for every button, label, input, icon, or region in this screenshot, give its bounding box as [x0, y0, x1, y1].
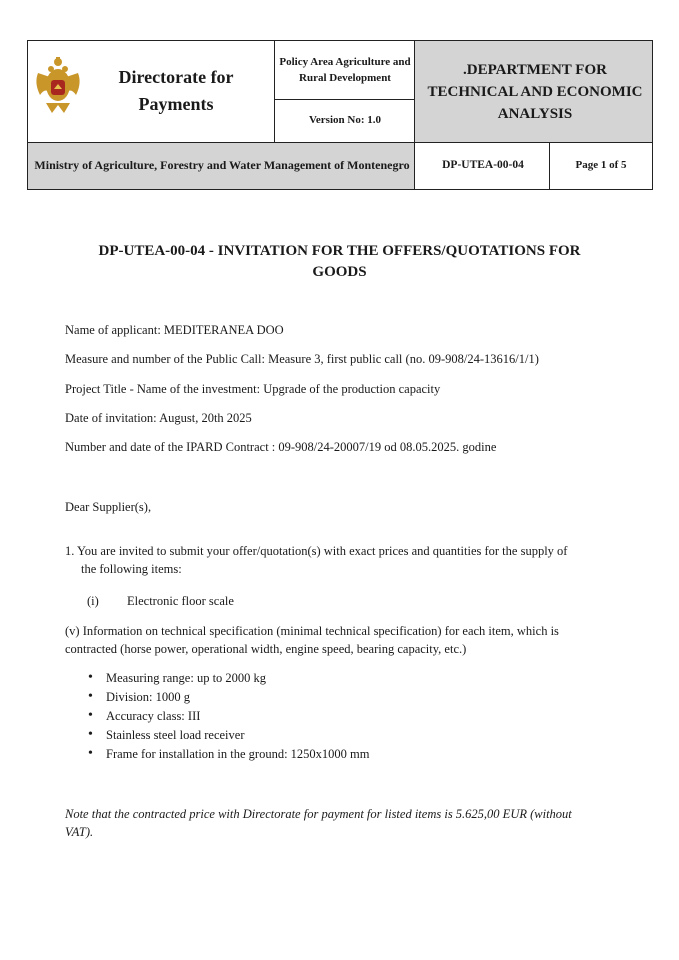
list-item: • Measuring range: up to 2000 kg — [88, 671, 370, 690]
document-code: DP-UTEA-00-04 — [442, 159, 524, 171]
applicant-name: Name of applicant: MEDITERANEA DOO — [65, 323, 284, 337]
list-item: • Accuracy class: III — [88, 709, 370, 728]
specification-list — [88, 671, 370, 766]
ipard-contract: Number and date of the IPARD Contract : 09-908/24-20007/19 od 08.05.2025. godine — [65, 440, 497, 454]
title-line-1: DP-UTEA-00-04 - INVITATION FOR THE OFFERS/QUOTATIONS FOR — [98, 243, 581, 259]
page-number: Page 1 of 5 — [575, 159, 627, 171]
list-item: • Frame for installation in the ground: 1250x1000 mm — [88, 747, 370, 766]
version-number: Version No: 1.0 — [308, 114, 381, 126]
department-name: .DEPARTMENT FOR TECHNICAL AND ECONOMIC ANALYSIS — [427, 62, 643, 122]
project-title: Project Title - Name of the investment: Upgrade of the production capacity — [65, 382, 441, 396]
divider — [549, 142, 550, 189]
directorate-title: Directorate for Payments — [118, 67, 234, 114]
divider — [274, 99, 414, 100]
salutation: Dear Supplier(s), — [65, 500, 152, 514]
list-item: • Division: 1000 g — [88, 690, 370, 709]
document-title — [40, 241, 639, 283]
price-note-line-2: VAT). — [65, 825, 94, 839]
price-note-line-1: Note that the contracted price with Directorate for payment for listed items is 5.625,00 EUR (without — [65, 807, 572, 821]
montenegro-coat-of-arms — [32, 55, 84, 119]
divider — [28, 142, 652, 143]
list-item: • Stainless steel load receiver — [88, 728, 370, 747]
divider — [414, 41, 415, 189]
header-table — [27, 40, 653, 190]
item-1-line-2: the following items: — [81, 562, 182, 576]
spec-line-1: (v) Information on technical specification (minimal technical specification) for each item, which is — [65, 624, 559, 638]
sub-item-number: (i) — [87, 594, 99, 608]
measure-public-call: Measure and number of the Public Call: Measure 3, first public call (no. 09-908/24-13616/1/1) — [65, 352, 539, 366]
spec-line-2: contracted (horse power, operational width, engine speed, bearing capacity, etc.) — [65, 642, 467, 656]
title-line-2: GOODS — [312, 264, 367, 280]
invitation-date: Date of invitation: August, 20th 2025 — [65, 411, 252, 425]
item-1-line-1: 1. You are invited to submit your offer/quotation(s) with exact prices and quantities for the supply of — [65, 544, 568, 558]
sub-item-text: Electronic floor scale — [127, 594, 234, 608]
ministry-name: Ministry of Agriculture, Forestry and Water Management of Montenegro — [34, 158, 410, 172]
divider — [274, 41, 275, 142]
policy-area: Policy Area Agriculture and Rural Development — [279, 56, 411, 84]
